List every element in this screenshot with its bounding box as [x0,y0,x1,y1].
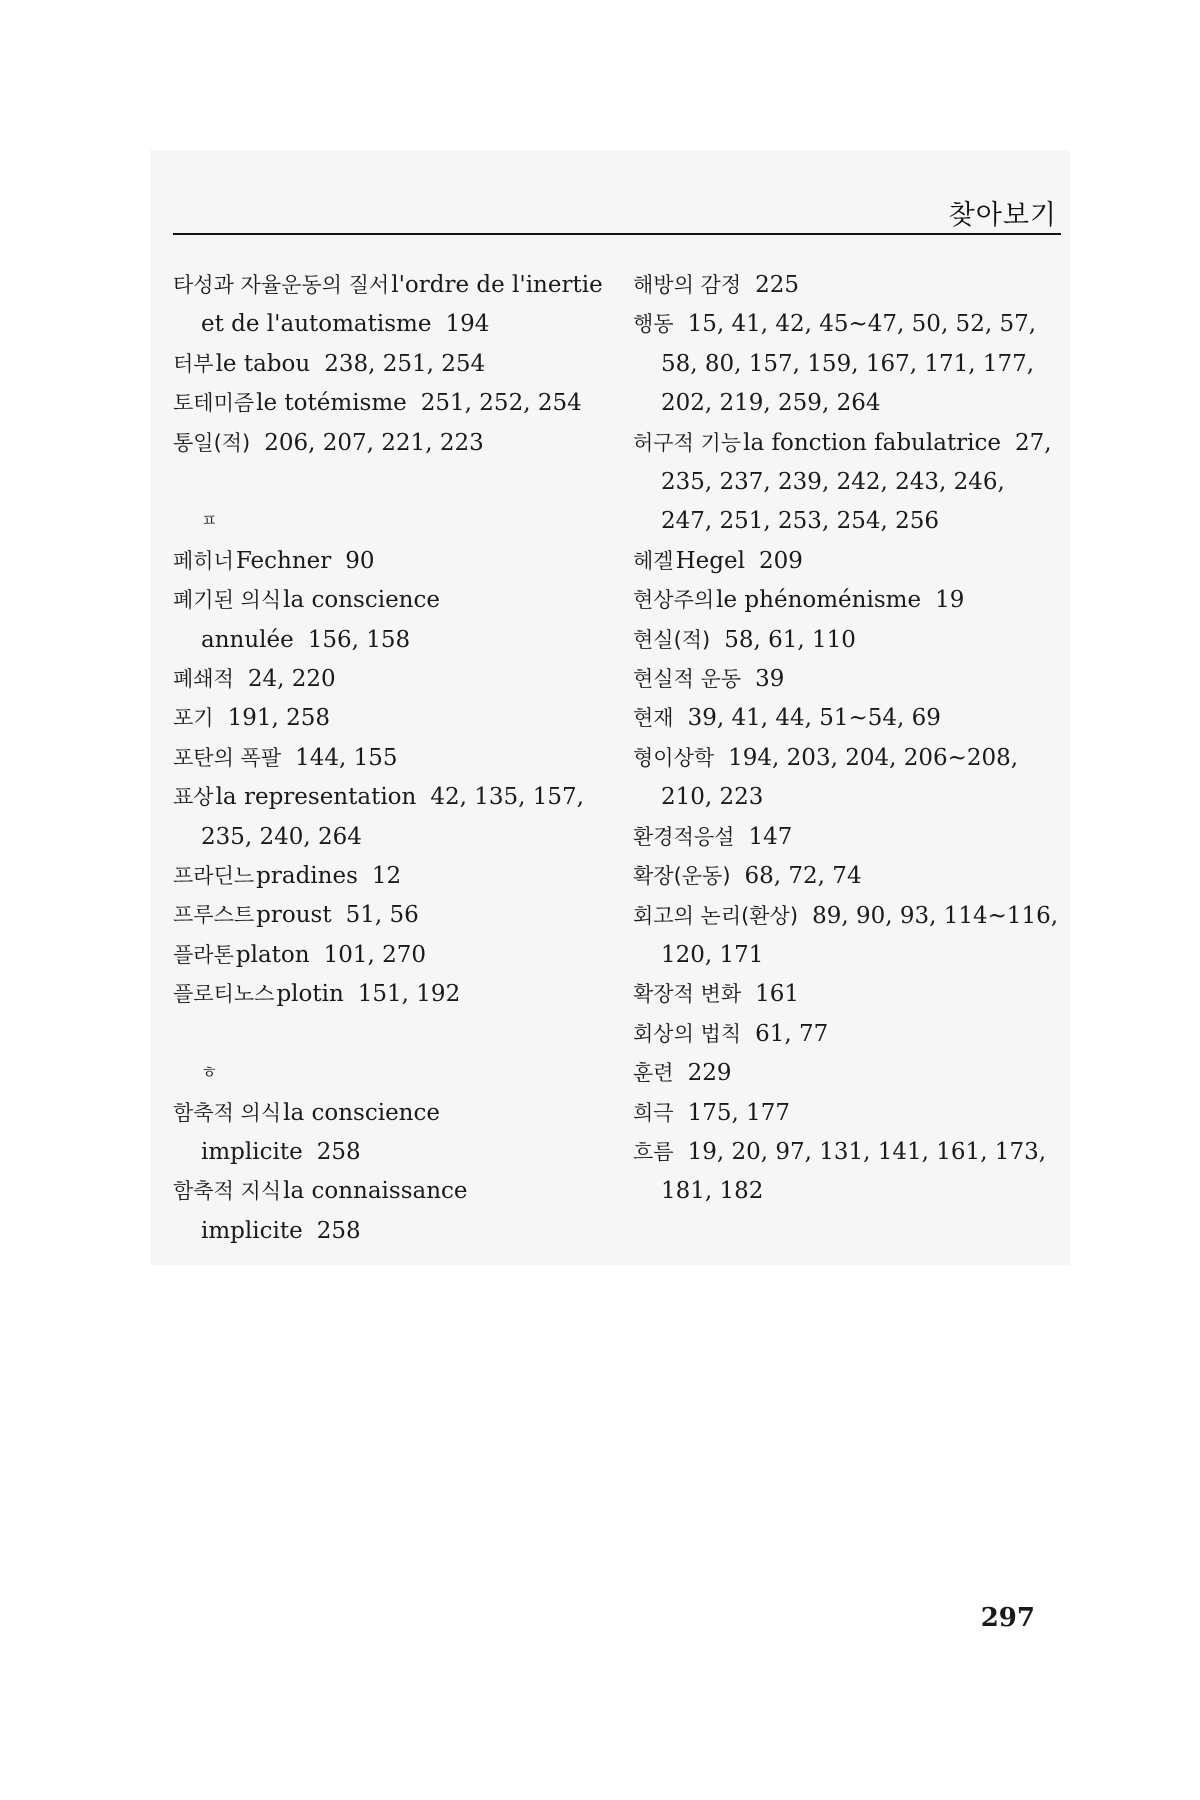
index-page-refs: 175, 177 [687,1099,790,1126]
index-group-h [173,1094,603,1252]
index-group-t [173,266,603,463]
index-page-refs: 194, 203, 204, 206~208, 210, 223 [661,744,1019,811]
index-foreign-term: pradines [256,863,358,890]
index-column-right [633,266,1063,1212]
index-foreign-term: Fechner [235,547,332,574]
index-entry [633,305,1063,423]
index-entry [633,897,1063,976]
index-term: 토테미즘 [173,391,255,416]
index-page-refs: 258 [316,1217,361,1244]
index-foreign-term: Hegel [675,547,745,574]
running-header-title: 찾아보기 [948,200,1057,231]
index-entry [173,896,603,935]
index-page-refs: 12 [371,863,402,890]
index-entry [173,384,603,423]
index-page-refs: 194 [445,311,490,338]
index-entry [633,739,1063,818]
index-entry [633,699,1063,738]
index-entry [173,739,603,778]
index-page-refs: 238, 251, 254 [324,350,486,377]
index-term: 헤겔 [633,548,674,573]
index-page-refs: 61, 77 [755,1020,829,1047]
index-term: 현상주의 [633,588,715,613]
index-term: 형이상학 [633,745,715,770]
index-entry [173,424,603,463]
section-letter-h: ㅎ [201,1063,218,1084]
index-page-refs: 39, 41, 44, 51~54, 69 [687,705,941,732]
index-term: 희극 [633,1100,674,1125]
header-rule [173,233,1061,235]
index-page-refs: 27, 235, 237, 239, 242, 243, 246, 247, 251, 253, 254, 256 [661,429,1052,535]
index-page-refs: 144, 155 [295,744,398,771]
index-entry [173,581,603,660]
index-term: 폐쇄적 [173,667,234,692]
index-entry [173,857,603,896]
index-page-refs: 58, 61, 110 [724,626,856,653]
index-entry [633,424,1063,542]
index-page-refs: 209 [758,547,803,574]
index-foreign-term: le tabou [215,350,311,377]
index-group-p [173,542,603,1015]
index-term: 확장(운동) [633,864,731,889]
index-term: 회고의 논리(환상) [633,903,799,928]
index-term: 현재 [633,706,674,731]
index-page-refs: 101, 270 [323,941,426,968]
index-term: 프라딘느 [173,864,255,889]
index-foreign-term: proust [256,902,332,929]
index-term: 플로티노스 [173,982,275,1007]
index-foreign-term: la conscience annulée [201,587,440,653]
index-page-refs: 258 [316,1138,361,1165]
index-entry [173,345,603,384]
index-term: 현실적 운동 [633,667,742,692]
index-entry [173,266,603,345]
index-entry [173,1172,603,1251]
index-page-refs: 229 [687,1060,732,1087]
index-term: 포탄의 폭팔 [173,745,282,770]
index-entry [633,660,1063,699]
index-entry [633,266,1063,305]
group-spacer [173,463,603,502]
index-foreign-term: la connaissance implicite [201,1178,468,1244]
index-group-h-continued [633,266,1063,1212]
index-foreign-term: la representation [215,784,417,811]
index-entry [173,778,603,857]
index-page-refs: 19 [935,587,965,614]
index-entry [633,818,1063,857]
index-term: 페히너 [173,548,234,573]
index-foreign-term: plotin [276,981,344,1008]
index-entry [633,1054,1063,1093]
index-term: 폐기된 의식 [173,588,282,613]
index-term: 환경적응설 [633,824,735,849]
index-foreign-term: la fonction fabulatrice [743,429,1002,456]
index-entry [173,975,603,1014]
index-term: 함축적 지식 [173,1179,282,1204]
index-foreign-term: le totémisme [256,390,407,417]
index-entry [633,621,1063,660]
index-term: 훈련 [633,1061,674,1086]
index-entry [633,857,1063,896]
index-page-refs: 19, 20, 97, 131, 141, 161, 173, 181, 182 [661,1138,1047,1205]
index-foreign-term: le phénoménisme [716,587,922,614]
index-page-refs: 39 [755,666,785,693]
index-entry [633,542,1063,581]
section-letter-p: ㅍ [201,511,218,532]
index-entry [633,581,1063,620]
index-column-left [173,266,603,1251]
group-spacer [173,1015,603,1054]
index-term: 회상의 법칙 [633,1021,742,1046]
index-page-refs: 147 [748,823,793,850]
index-page-refs: 15, 41, 42, 45~47, 50, 52, 57, 58, 80, 157, 159, 167, 171, 177, 202, 219, 259, 264 [661,311,1037,417]
index-entry [633,1015,1063,1054]
index-page-refs: 90 [345,547,375,574]
index-entry [173,1094,603,1173]
index-term: 표상 [173,785,214,810]
index-page-refs: 225 [755,272,800,298]
index-entry [173,699,603,738]
index-term: 타성과 자율운동의 질서 [173,273,390,297]
page-number: 297 [980,1603,1035,1633]
index-page-refs: 151, 192 [357,981,461,1008]
index-page-refs: 206, 207, 221, 223 [264,429,484,456]
index-term: 통일(적) [173,430,251,455]
index-foreign-term: platon [235,941,310,968]
index-page-refs: 191, 258 [227,705,330,732]
index-term: 허구적 기능 [633,430,742,455]
index-entry [173,936,603,975]
index-term: 플라톤 [173,942,234,967]
index-term: 해방의 감정 [633,273,742,297]
index-term: 현실(적) [633,627,711,652]
index-term: 포기 [173,706,214,731]
index-page-refs: 42, 135, 157, 235, 240, 264 [201,784,584,850]
index-entry [633,975,1063,1014]
index-page-refs: 89, 90, 93, 114~116, 120, 171 [661,902,1059,968]
index-entry [173,660,603,699]
index-entry [633,1133,1063,1212]
index-page-refs: 156, 158 [307,626,411,653]
index-page-refs: 161 [755,981,800,1008]
index-term: 터부 [173,351,214,376]
index-term: 행동 [633,312,674,337]
index-term: 함축적 의식 [173,1100,282,1125]
index-term: 확장적 변화 [633,982,742,1007]
index-entry [633,1094,1063,1133]
index-entry [173,542,603,581]
index-page-refs: 251, 252, 254 [420,390,582,417]
index-foreign-term: la conscience implicite [201,1099,440,1165]
index-page-refs: 51, 56 [345,902,419,929]
index-page-refs: 24, 220 [247,666,336,693]
index-term: 흐름 [633,1139,674,1164]
index-foreign-term: l'ordre de l'inertie et de l'automatisme [201,272,603,338]
index-term: 프루스트 [173,903,255,928]
index-page-refs: 68, 72, 74 [744,863,862,890]
